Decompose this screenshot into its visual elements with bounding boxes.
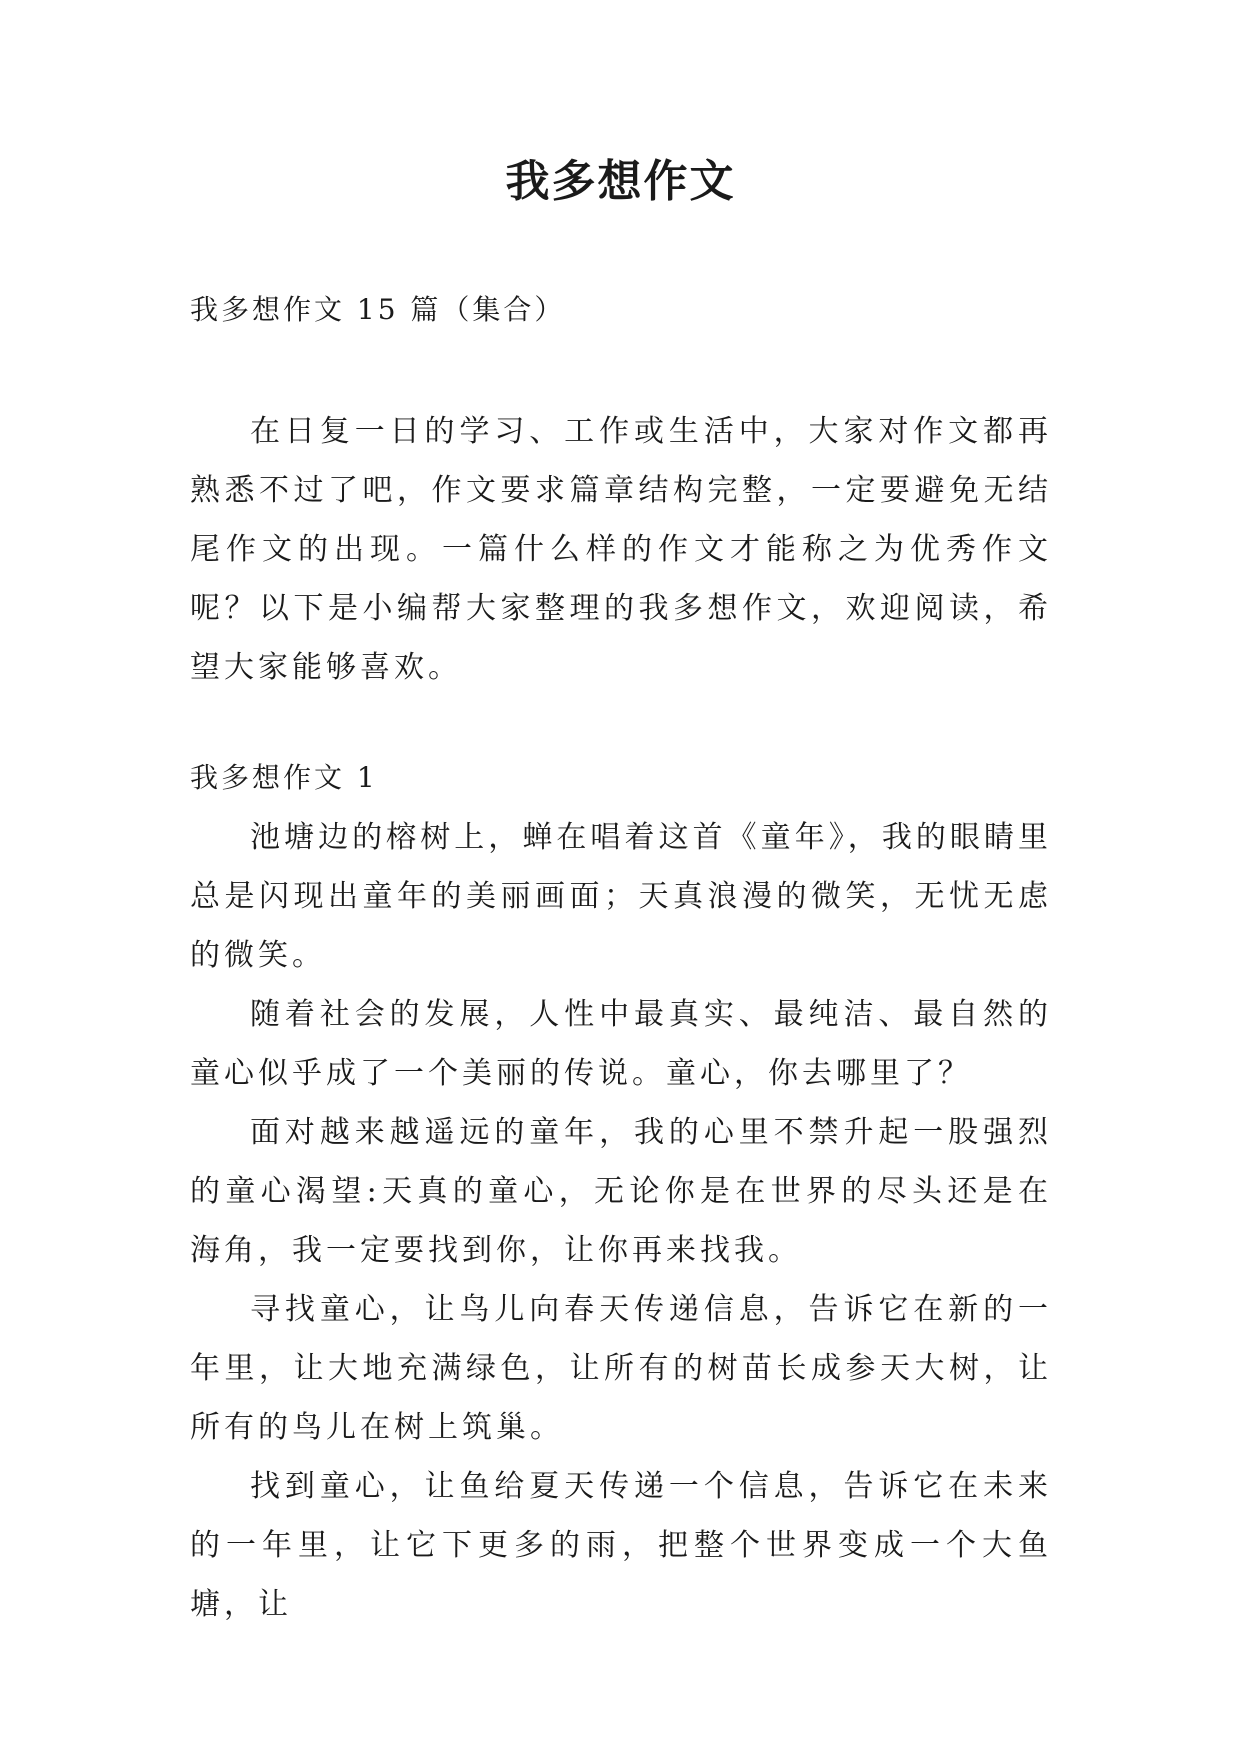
document-title: 我多想作文	[505, 156, 736, 207]
document-subtitle: 我多想作文 15 篇（集合）	[190, 293, 566, 326]
essay-paragraph: 面对越来越遥远的童年，我的心里不禁升起一股强烈的童心渴望:天真的童心，无论你是在世界的尽头还是在海角，我一定要找到你，让你再来找我。	[190, 1115, 1052, 1268]
essay-paragraph: 池塘边的榕树上，蝉在唱着这首《童年》，我的眼睛里总是闪现出童年的美丽画面；天真浪漫的微笑，无忧无虑的微笑。	[190, 820, 1052, 973]
intro-block	[190, 402, 1052, 697]
essay-paragraph: 随着社会的发展，人性中最真实、最纯洁、最自然的童心似乎成了一个美丽的传说。童心，你去哪里了？	[190, 997, 1052, 1091]
essay-body	[190, 808, 1052, 1634]
section-heading: 我多想作文 1	[190, 761, 378, 794]
essay-paragraph: 寻找童心，让鸟儿向春天传递信息，告诉它在新的一年里，让大地充满绿色，让所有的树苗长成参天大树，让所有的鸟儿在树上筑巢。	[190, 1292, 1052, 1445]
essay-paragraph: 找到童心，让鱼给夏天传递一个信息，告诉它在未来的一年里，让它下更多的雨，把整个世界变成一个大鱼塘，让	[190, 1469, 1052, 1622]
intro-paragraph: 在日复一日的学习、工作或生活中，大家对作文都再熟悉不过了吧，作文要求篇章结构完整，一定要避免无结尾作文的出现。一篇什么样的作文才能称之为优秀作文呢？以下是小编帮大家整理的我多想作文，欢迎阅读，希望大家能够喜欢。	[190, 414, 1052, 685]
